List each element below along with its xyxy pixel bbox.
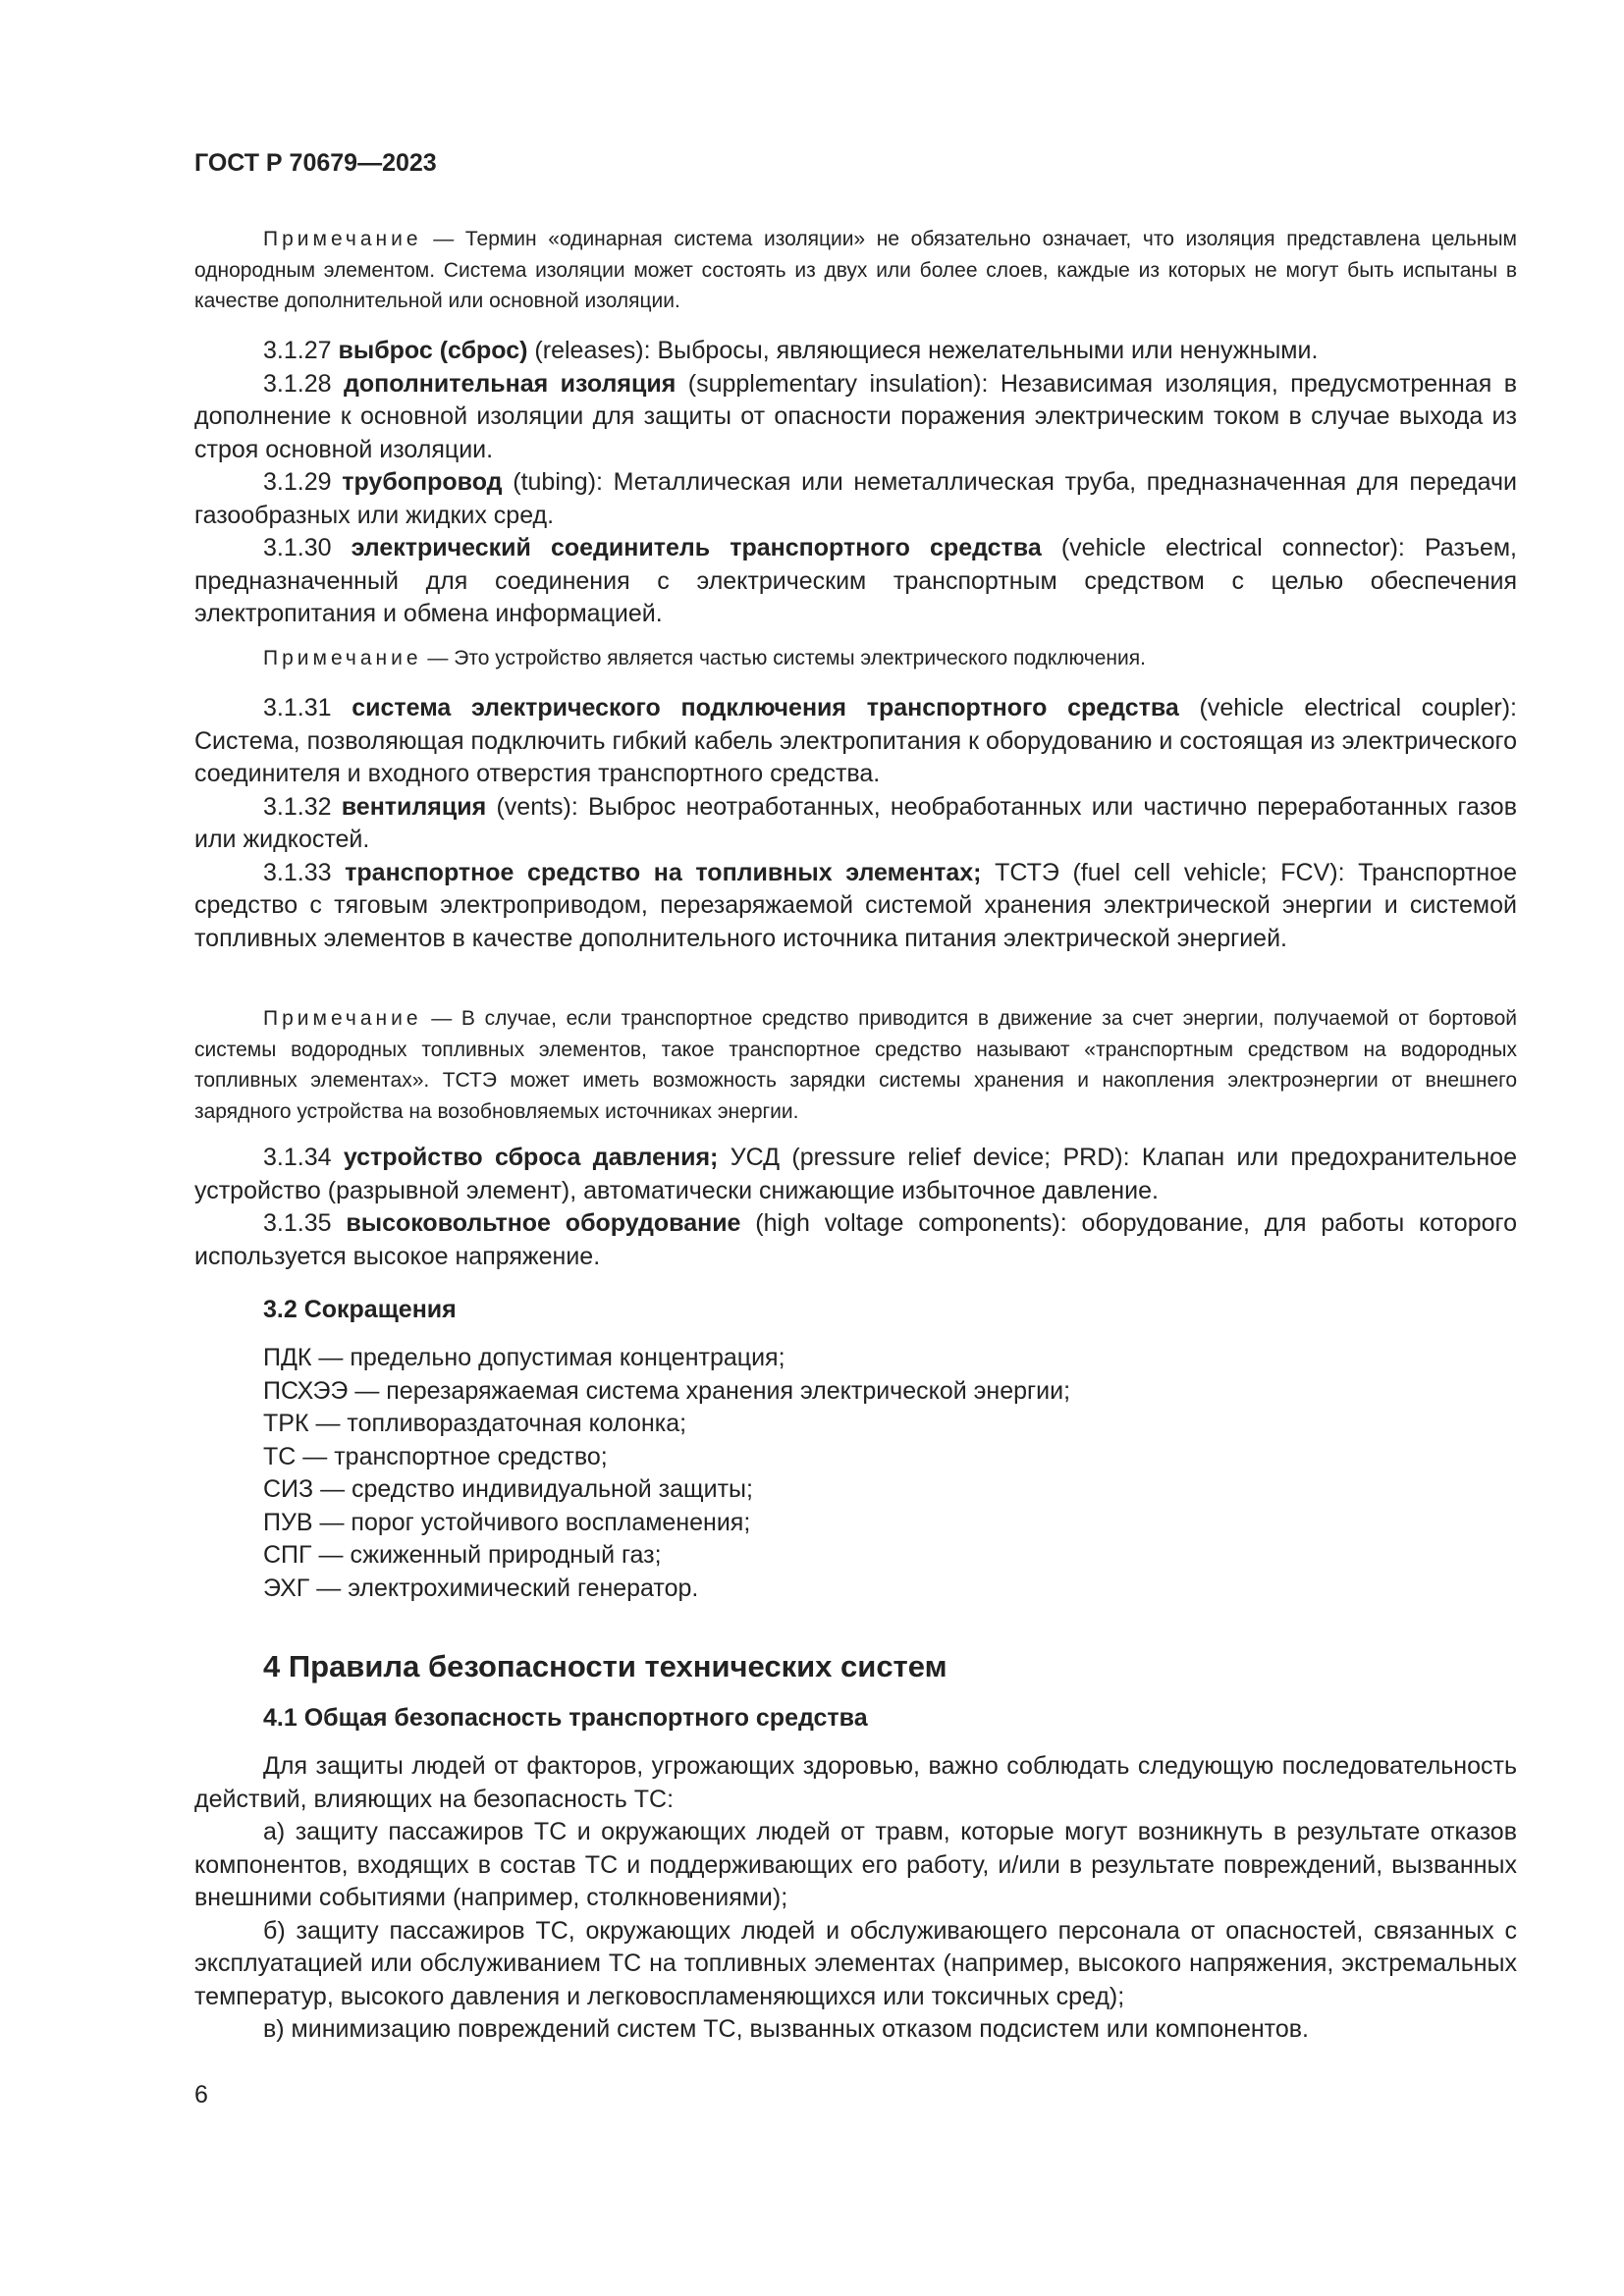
term-3-1-32: 3.1.32 вентиляция (vents): Выброс неотработанных, необработанных или частично переработанных газов или жидкостей. bbox=[194, 792, 1517, 853]
document-header: ГОСТ Р 70679—2023 bbox=[194, 149, 437, 177]
terms-block-1 bbox=[194, 335, 1517, 631]
paragraph: Для защиты людей от факторов, угрожающих здоровью, важно соблюдать следующую последовательность действий, влияющих на безопасность ТС: bbox=[194, 1752, 1517, 1813]
note-2: Примечание — Это устройство является частью системы электрического подключения. bbox=[263, 647, 1146, 669]
abbreviation: ПДК — предельно допустимая концентрация; bbox=[263, 1344, 785, 1371]
abbreviation: СПГ — сжиженный природный газ; bbox=[263, 1541, 662, 1569]
list-item-c: в) минимизацию повреждений систем ТС, вызванных отказом подсистем или компонентов. bbox=[263, 2015, 1309, 2043]
list-item-b: б) защиту пассажиров ТС, окружающих людей и обслуживающего персонала от опасностей, связанных с эксплуатацией или обслуживанием ТС на топливных элементах (например, высокого напряжения, экстремальных температур, высокого давления и легковоспламеняющихся или токсичных сред); bbox=[194, 1916, 1517, 2010]
section-4 bbox=[194, 1649, 1517, 2047]
term-3-1-30: 3.1.30 электрический соединитель транспортного средства (vehicle electrical connector): Разъем, предназначенный для соединения с электрическим транспортным средством с целью обеспечения электропитания и обмена информацией. bbox=[194, 534, 1517, 627]
abbreviation: ЭХГ — электрохимический генератор. bbox=[263, 1574, 699, 1602]
term-3-1-28: 3.1.28 дополнительная изоляция (supplementary insulation): Независимая изоляция, предусмотренная в дополнение к основной изоляции для защиты от опасности поражения электрическим током в случае выхода из строя основной изоляции. bbox=[194, 369, 1517, 463]
abbreviations-heading: 3.2 Сокращения bbox=[263, 1296, 457, 1323]
abbreviation: СИЗ — средство индивидуальной защиты; bbox=[263, 1475, 753, 1503]
section-4-heading: 4 Правила безопасности технических систем bbox=[263, 1649, 947, 1683]
page-number: 6 bbox=[194, 2081, 208, 2109]
term-3-1-34: 3.1.34 устройство сброса давления; УСД (pressure relief device; PRD): Клапан или предохранительное устройство (разрывной элемент), автоматически снижающие избыточное давление. bbox=[194, 1144, 1517, 1204]
note-3: Примечание — В случае, если транспортное средство приводится в движение за счет энергии, получаемой от бортовой системы водородных топливных элементов, такое транспортное средство называют «транспортным средством на водородных топливных элементах». ТСТЭ может иметь возможность зарядки системы хранения и накопления электроэнергии от внешнего зарядного устройства на возобновляемых источниках энергии. bbox=[194, 1007, 1517, 1123]
section-4-1-heading: 4.1 Общая безопасность транспортного средства bbox=[263, 1704, 868, 1732]
term-3-1-33: 3.1.33 транспортное средство на топливных элементах; ТСТЭ (fuel cell vehicle; FCV): Транспортное средство с тяговым электроприводом, перезаряжаемой системой хранения электрической энергии и системой топливных элементов в качестве дополнительного источника питания электрической энергией. bbox=[194, 858, 1517, 952]
term-3-1-29: 3.1.29 трубопровод (tubing): Металлическая или неметаллическая труба, предназначенная для передачи газообразных или жидких сред. bbox=[194, 468, 1517, 529]
abbreviation: ПУВ — порог устойчивого воспламенения; bbox=[263, 1508, 751, 1536]
abbreviations-section bbox=[194, 1296, 1517, 1605]
note-1: Примечание — Термин «одинарная система изоляции» не обязательно означает, что изоляция представлена цельным однородным элементом. Система изоляции может состоять из двух или более слоев, каждые из которых не могут быть испытаны в качестве дополнительной или основной изоляции. bbox=[194, 228, 1517, 312]
abbreviation: ТС — транспортное средство; bbox=[263, 1442, 608, 1470]
term-3-1-27: 3.1.27 выброс (сброс) (releases): Выбросы, являющиеся нежелательными или ненужными. bbox=[263, 337, 1319, 364]
term-3-1-31: 3.1.31 система электрического подключения транспортного средства (vehicle electrical coupler): Система, позволяющая подключить гибкий кабель электропитания к оборудованию и состоящая из электрического соединителя и входного отверстия транспортного средства. bbox=[194, 694, 1517, 787]
abbreviation: ТРК — топливораздаточная колонка; bbox=[263, 1410, 687, 1437]
abbreviation: ПСХЭЭ — перезаряжаемая система хранения электрической энергии; bbox=[263, 1376, 1071, 1405]
terms-block-2 bbox=[194, 692, 1517, 955]
list-item-a: а) защиту пассажиров ТС и окружающих людей от травм, которые могут возникнуть в результате отказов компонентов, входящих в состав ТС и поддерживающих его работу, и/или в результате повреждений, вызванных внешними событиями (например, столкновениями); bbox=[194, 1818, 1517, 1911]
term-3-1-35: 3.1.35 высоковольтное оборудование (high voltage components): оборудование, для работы которого используется высокое напряжение. bbox=[194, 1209, 1517, 1270]
terms-block-3 bbox=[194, 1142, 1517, 1273]
